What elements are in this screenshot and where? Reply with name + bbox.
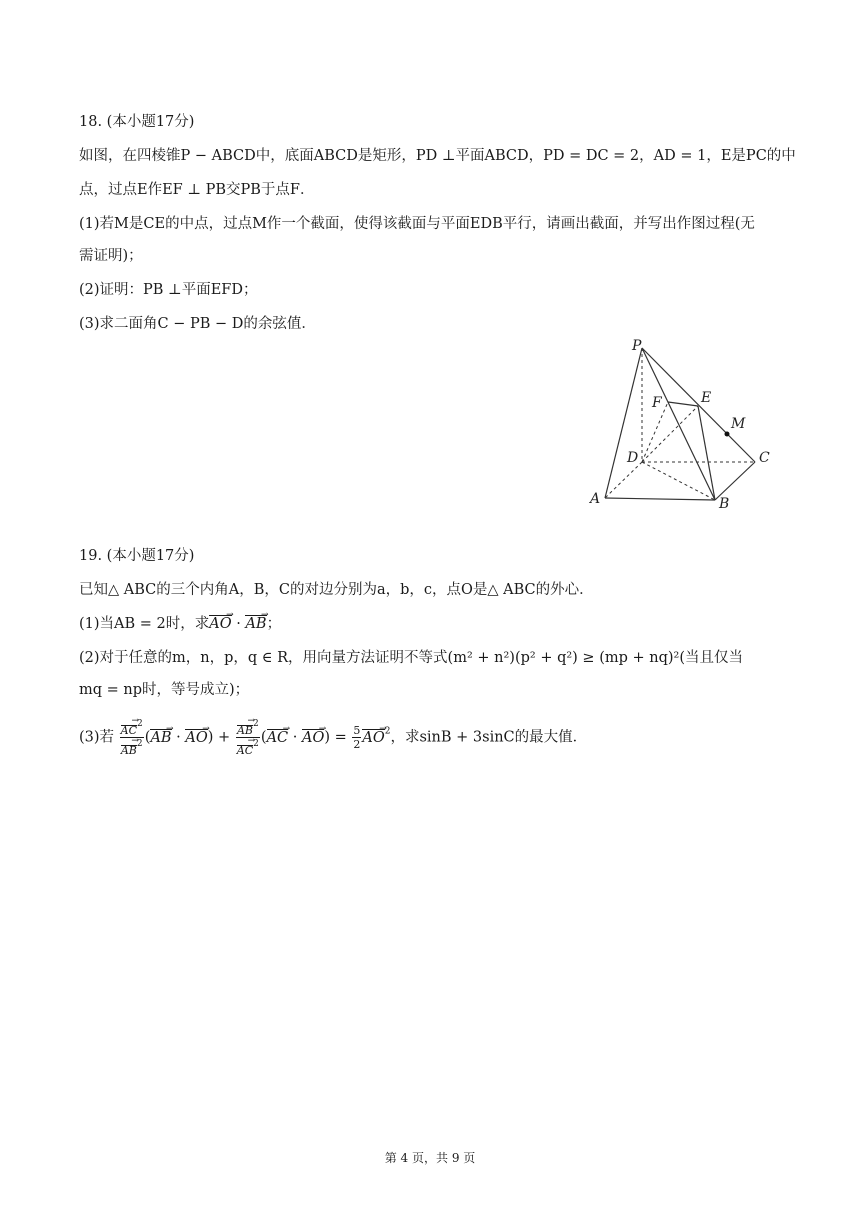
q18-part1-line2: 需证明)； [79,248,143,264]
label-C: C [759,450,770,466]
label-M: M [731,416,746,432]
q18-stem-line1: 如图，在四棱锥P − ABCD中，底面ABCD是矩形，PD ⊥平面ABCD，PD = DC = 2，AD = 1，E是PC的中 [79,148,796,164]
edge-EB [698,406,715,500]
q19-part2-line2: mq = np时，等号成立)； [79,682,250,698]
label-A: A [590,491,601,507]
edge-FE [668,402,698,406]
q19-part3: (3)若 $\frac{AC \to^2}{AB \to^2}$ (AB → · AO →) + $\frac{AB \to^2}{AC \to^2}$ (AC → · AO →) = $\frac{5}{2}$ AO →$^2$，求sinB + 3sinC的最大值． [79,718,587,757]
q19-stem: 已知△ ABC的三个内角A，B，C的对边分别为a，b，c，点O是△ ABC的外心． [79,582,594,598]
edge-PA [605,348,642,498]
page-footer: 第 4 页，共 9 页 [384,1151,476,1165]
fraction-5-2: $\frac{5}{2}$ [353,724,361,751]
label-B: B [719,496,730,512]
label-D: D [627,450,639,466]
label-F: F [652,395,662,411]
edge-DE [642,406,698,462]
q18-part3: (3)求二面角C − PB − D的余弦值． [79,316,316,332]
q18-part1-line1: (1)若M是CE的中点，过点M作一个截面，使得该截面与平面EDB平行，请画出截面，并写出作图过程(无 [79,216,755,232]
vector-AB: AB → [245,614,266,634]
q18-stem-line2: 点，过点E作EF ⊥ PB交PB于点F． [79,182,315,198]
edge-PB [642,348,715,500]
label-E: E [701,390,712,406]
point-M [725,432,730,437]
edge-BC [715,462,755,500]
edge-DA [605,462,642,498]
fraction-ac2-ab2: $\frac{AC \to^2}{AB \to^2}$ [120,718,144,757]
fraction-ab2-ac2: $\frac{AB \to^2}{AC \to^2}$ [236,718,260,757]
vector-AO: AO → [209,614,231,634]
edge-AB [605,498,715,500]
q18-part2: (2)证明：PB ⊥平面EFD； [79,282,258,298]
edge-DF [642,402,668,462]
q18-header: 18. (本小题17分) [79,114,195,130]
pyramid-figure [585,336,785,516]
q19-header: 19. (本小题17分) [79,548,195,564]
label-P: P [632,338,642,354]
q19-part1: (1)当AB = 2时，求AO → · AB →； [79,614,281,634]
edge-DB [642,462,715,500]
q19-part2-line1: (2)对于任意的m，n，p，q ∈ R，用向量方法证明不等式(m² + n²)(p² + q²) ≥ (mp + nq)²(当且仅当 [79,650,743,666]
